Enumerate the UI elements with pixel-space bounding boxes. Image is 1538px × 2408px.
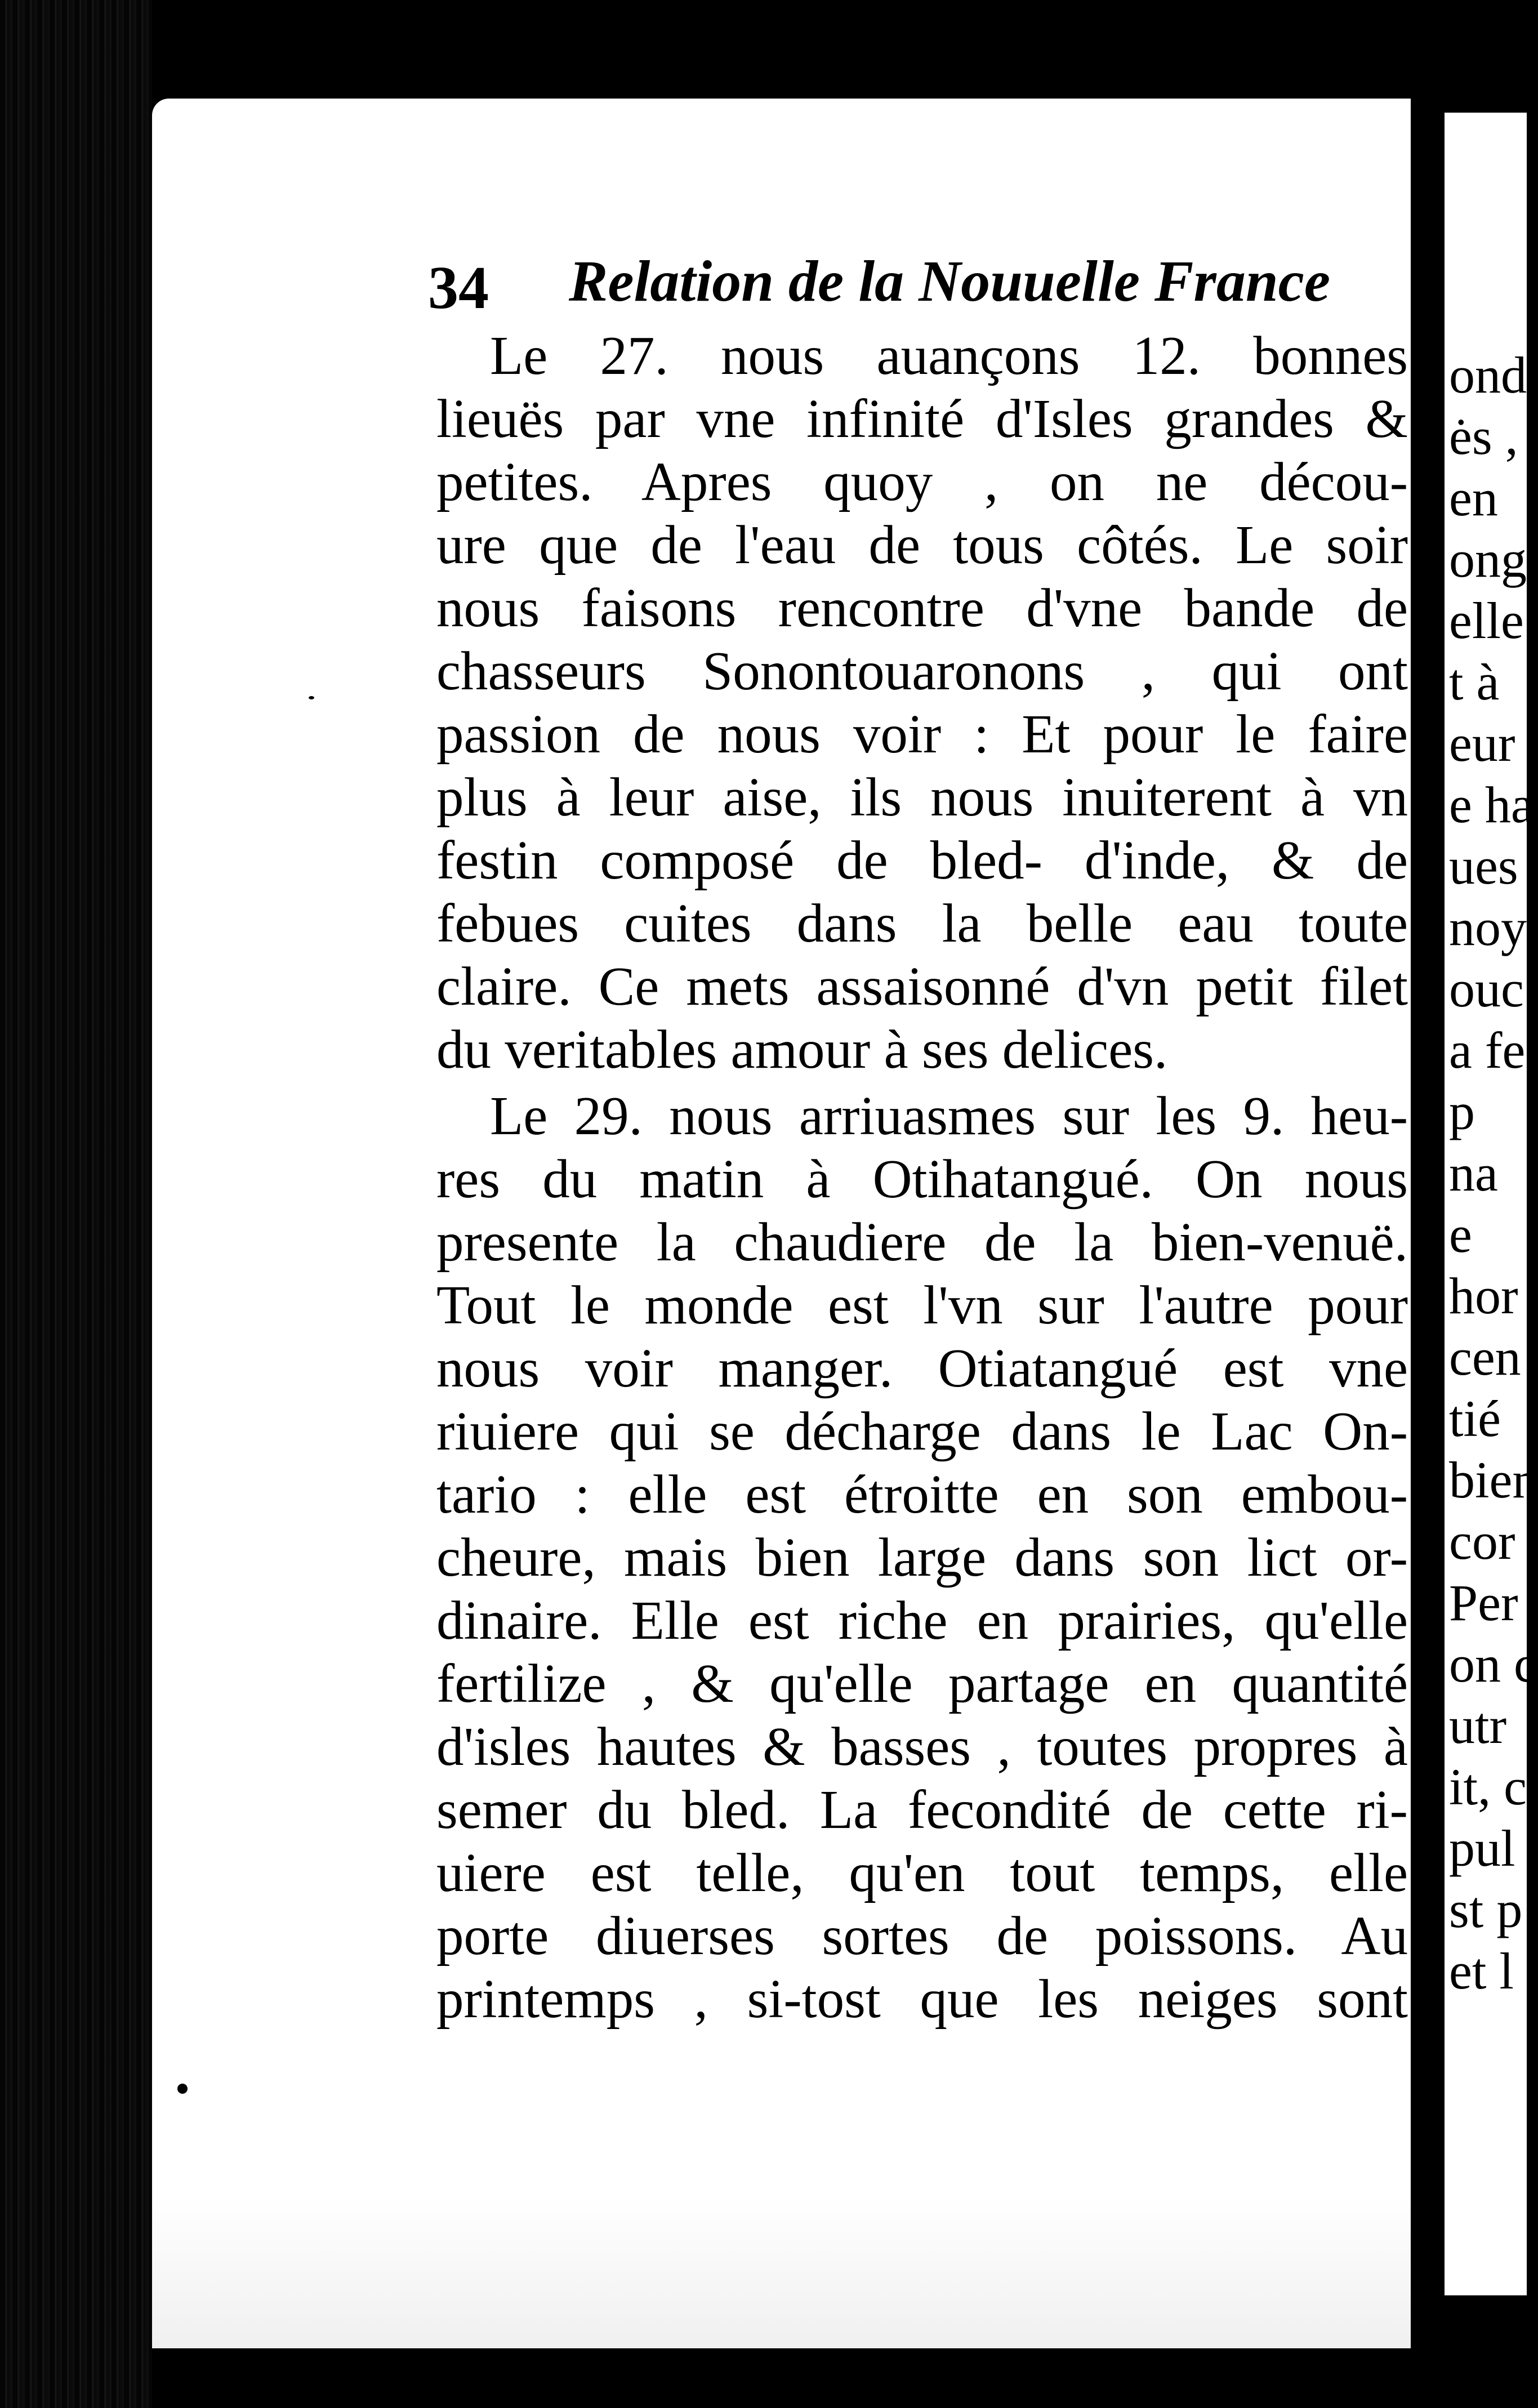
facing-page-fragment: Per [1449, 1574, 1518, 1631]
facing-page-fragment: cen [1449, 1328, 1521, 1386]
facing-page-fragment: et l [1449, 1942, 1514, 2000]
facing-page-fragment: tié [1449, 1390, 1501, 1447]
text-line: riuiere qui se décharge dans le Lac On- [436, 1401, 1408, 1461]
text-line: d'isles hautes & basses , toutes propres à [436, 1716, 1408, 1777]
page-number: 34 [428, 255, 489, 322]
facing-page-fragment: pul [1449, 1820, 1515, 1877]
text-line: claire. Ce mets assaisonné d'vn petit filet [436, 956, 1408, 1016]
text-line: passion de nous voir : Et pour le faire [436, 704, 1408, 764]
text-line: du veritables amour à ses delices. [436, 1019, 1168, 1080]
text-line: nous voir manger. Otiatangué est vne [436, 1338, 1408, 1398]
text-line: petites. Apres quoy , on ne décou- [436, 452, 1408, 512]
facing-page-fragment: ues [1449, 837, 1518, 895]
text-line: tario : elle est étroitte en son embou- [436, 1464, 1408, 1524]
text-line: uiere est telle, qu'en tout temps, elle [436, 1843, 1408, 1903]
text-line: res du matin à Otihatangué. On nous [436, 1149, 1408, 1209]
facing-page-fragment: p [1449, 1083, 1475, 1140]
page-gutter [1411, 0, 1445, 2408]
text-line: printemps , si-tost que les neiges sont [436, 1969, 1408, 2029]
facing-page-fragment: ės , [1449, 408, 1518, 465]
book-spine [0, 0, 152, 2408]
page-bottom-edge [152, 2196, 1411, 2348]
text-line: cheure, mais bien large dans son lict or- [436, 1527, 1408, 1588]
facing-page-fragment: st p [1449, 1881, 1523, 1938]
facing-page-fragment: on c [1449, 1635, 1537, 1693]
facing-page-fragment: a fe [1449, 1022, 1526, 1079]
facing-page-fragment: elle [1449, 592, 1524, 649]
text-line: dinaire. Elle est riche en prairies, qu'elle [436, 1590, 1408, 1651]
text-line: chasseurs Sonontouaronons , qui ont [436, 641, 1408, 701]
ink-speck [177, 2084, 188, 2094]
facing-page-fragment: cor [1449, 1513, 1515, 1570]
facing-page-fragment: noy [1449, 899, 1527, 956]
ink-speck [309, 696, 314, 699]
text-line: ure que de l'eau de tous côtés. Le soir [436, 515, 1408, 575]
facing-page-fragment: e ha [1449, 776, 1534, 833]
text-line: febues cuites dans la belle eau toute [436, 893, 1408, 953]
facing-page-fragment: ong [1449, 530, 1527, 588]
facing-page-fragment: bien [1449, 1451, 1538, 1509]
facing-page-fragment: na [1449, 1144, 1498, 1202]
facing-page-fragment: ond [1449, 346, 1527, 404]
text-line: fertilize , & qu'elle partage en quantité [436, 1653, 1408, 1714]
facing-page-fragment: t à [1449, 653, 1500, 711]
facing-page-fragment: eur [1449, 715, 1515, 772]
facing-page-fragment: utr [1449, 1697, 1507, 1754]
running-title: Relation de la Nouuelle France [569, 249, 1330, 314]
text-line: plus à leur aise, ils nous inuiterent à vn [436, 767, 1408, 827]
text-line: porte diuerses sortes de poissons. Au [436, 1906, 1408, 1966]
text-line: Tout le monde est l'vn sur l'autre pour [436, 1275, 1408, 1335]
text-line: semer du bled. La fecondité de cette ri- [436, 1780, 1408, 1840]
facing-page-fragment: en [1449, 469, 1498, 527]
facing-page-fragment: hor [1449, 1267, 1518, 1325]
text-line: festin composé de bled- d'inde, & de [436, 830, 1408, 890]
facing-page-edge [1445, 113, 1538, 2295]
facing-page-fragment: ouc [1449, 960, 1524, 1018]
facing-page-fragment: it, c [1449, 1758, 1527, 1816]
text-line: nous faisons rencontre d'vne bande de [436, 578, 1408, 638]
text-line: Le 29. nous arriuasmes sur les 9. heu- [490, 1086, 1408, 1146]
text-line: lieuës par vne infinité d'Isles grandes & [436, 389, 1408, 449]
text-line: presente la chaudiere de la bien-venuë. [436, 1212, 1408, 1272]
facing-page-fragment: e [1449, 1206, 1472, 1263]
text-line: Le 27. nous auançons 12. bonnes [490, 325, 1408, 386]
